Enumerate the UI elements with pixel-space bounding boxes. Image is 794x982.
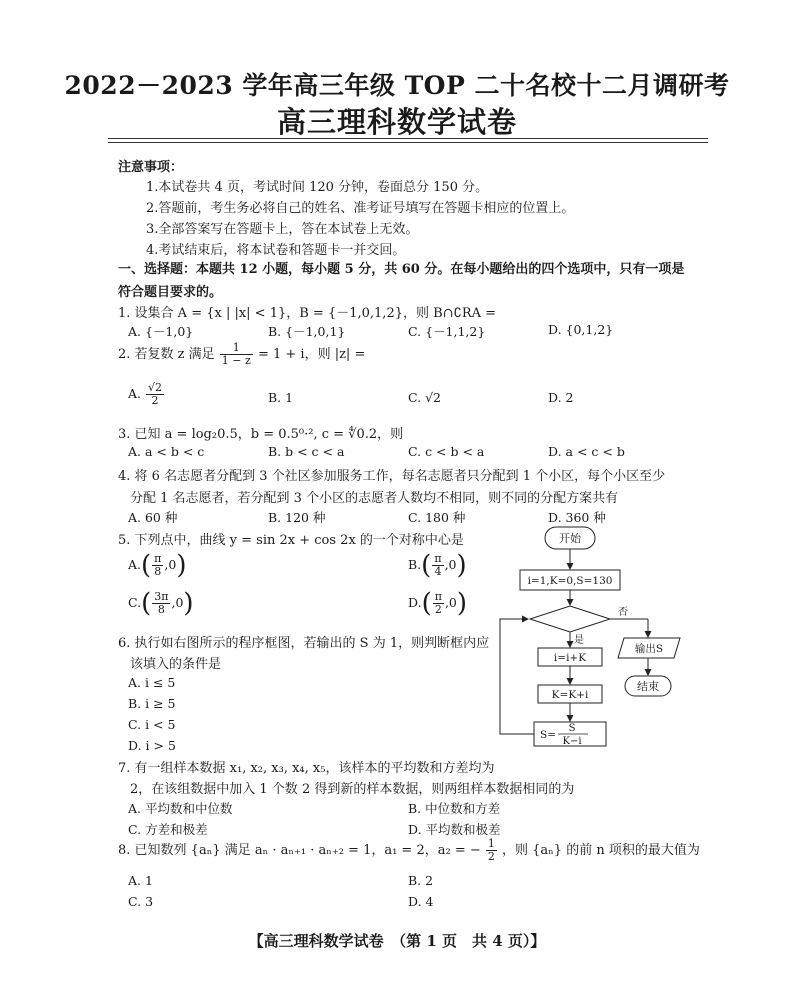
q2-stem-fraction: $\frac{1}{1 - z}$ [221, 341, 251, 367]
q6-option-a: A. i ≤ 5 [128, 675, 176, 690]
q2-stem-post: = 1 + i，则 |z| = [257, 347, 366, 362]
q2-option-b: B. 1 [268, 390, 294, 405]
exam-title-line2: 高三理科数学试卷 [276, 105, 517, 139]
section-heading: 一、选择题：本题共 12 小题，每小题 5 分，共 60 分。在每小题给出的四个选项中，只有一项是符合题目要求的。 [118, 262, 685, 300]
q1-option-a: A. {－1,0} [128, 324, 194, 339]
flow-yes-label: 是 [574, 635, 584, 646]
q8-option-d: D. 4 [408, 894, 434, 909]
notice-heading: 注意事项： [118, 160, 184, 175]
q4-line1: 4. 将 6 名志愿者分配到 3 个社区参加服务工作，每名志愿者只分配到 1 个小区，每个小区至少 [118, 469, 666, 484]
q5-stem: 5. 下列点中，曲线 y = sin 2x + cos 2x 的一个对称中心是 [118, 533, 464, 548]
q1-option-b: B. {－1,0,1} [268, 324, 346, 339]
q2-option-d: D. 2 [548, 390, 574, 405]
notice-item: 3.全部答案写在答题卡上，答在本试卷上无效。 [146, 222, 419, 237]
flowchart [490, 525, 710, 747]
flow-output-label: 输出S [634, 643, 664, 655]
flow-start-label: 开始 [559, 532, 581, 545]
q1-option-d: D. {0,1,2} [548, 322, 614, 337]
flow-step1-label: i=i+K [553, 652, 587, 664]
q6-line2: 该填入的条件是 [130, 657, 222, 672]
q6-option-c: C. i < 5 [128, 717, 176, 732]
q5-option-b: B.( $\frac{\pi}{4}$ ,0) [408, 550, 467, 581]
q7-option-a: A. 平均数和中位数 [128, 801, 233, 816]
q2-option-c: C. √2 [408, 390, 441, 405]
q6-option-d: D. i > 5 [128, 738, 176, 753]
flow-init-label: i=1,K=0,S=130 [527, 575, 613, 587]
flow-end-label: 结束 [637, 680, 659, 693]
q2-stem [118, 342, 365, 367]
q5-option-a: A.( $\frac{\pi}{8}$ ,0) [128, 550, 187, 581]
flow-step3-den: K−i [562, 736, 582, 747]
flow-step3-lhs: S= [540, 729, 556, 741]
q8-option-b: B. 2 [408, 873, 434, 888]
q7-option-d: D. 平均数和极差 [408, 822, 501, 837]
q7-line2: 2，在该组数据中加入 1 个数 2 得到新的样本数据，则两组样本数据相同的为 [130, 782, 575, 797]
q7-line1: 7. 有一组样本数据 x₁, x₂, x₃, x₄, x₅，该样本的平均数和方差均为 [118, 761, 495, 776]
q4-option-a: A. 60 种 [128, 510, 178, 525]
q4-line2: 分配 1 名志愿者，若分配到 3 个小区的志愿者人数均不相同，则不同的分配方案共有 [130, 491, 619, 506]
notice-item: 2.答题前，考生务必将自己的姓名、准考证号填写在答题卡相应的位置上。 [146, 201, 575, 216]
flow-step2-label: K=K+i [551, 689, 589, 701]
q5-option-d: D.( $\frac{\pi}{2}$ ,0) [408, 588, 468, 619]
page-footer: 【高三理科数学试卷 （第 1 页 共 4 页）】 [248, 932, 546, 950]
notice-item: 1.本试卷共 4 页，考试时间 120 分钟，卷面总分 150 分。 [146, 180, 489, 195]
q1-stem: 1. 设集合 A = {x | |x| < 1}，B = {－1,0,1,2}，则 B∩∁RA = [118, 306, 497, 321]
q4-option-b: B. 120 种 [268, 510, 326, 525]
flow-decision-diamond [530, 606, 610, 632]
q3-option-a: A. a < b < c [128, 444, 205, 459]
q8-stem-pre: 8. 已知数列 {aₙ} 满足 aₙ · aₙ₊₁ · aₙ₊₂ = 1，a₁ = 2，a₂ = − [118, 843, 481, 858]
q4-option-c: C. 180 种 [408, 510, 466, 525]
q3-stem: 3. 已知 a = log₂0.5，b = 0.5⁰·², c = ∜0.2，则 [118, 427, 404, 442]
q3-option-c: C. c < b < a [408, 444, 485, 459]
q6-option-b: B. i ≥ 5 [128, 696, 176, 711]
q8-option-a: A. 1 [128, 873, 153, 888]
q8-stem-fraction: $\frac{1}{2}$ [487, 837, 495, 863]
header-rule-top [108, 138, 708, 139]
q3-option-d: D. a < c < b [548, 444, 625, 459]
q7-option-c: C. 方差和极差 [128, 822, 208, 837]
header-rule-bottom [108, 142, 708, 143]
q7-option-b: B. 中位数和方差 [408, 801, 501, 816]
q1-option-c: C. {－1,1,2} [408, 324, 486, 339]
flow-no-label: 否 [618, 607, 628, 618]
q8-option-c: C. 3 [128, 894, 154, 909]
q6-line1: 6. 执行如右图所示的程序框图，若输出的 S 为 1，则判断框内应 [118, 636, 490, 651]
flow-step3-num: S [568, 723, 576, 734]
q8-stem [118, 838, 700, 863]
q4-option-d: D. 360 种 [548, 510, 606, 525]
q2-option-a: A. $\frac{√2}{2}$ [128, 381, 163, 407]
flow-loop-line [500, 619, 534, 734]
q5-option-c: C.( $\frac{3\pi}{8}$ ,0) [128, 588, 194, 619]
q3-option-b: B. b < c < a [268, 444, 345, 459]
exam-title-line1: 2022－2023 学年高三年级 TOP 二十名校十二月调研考 [64, 71, 730, 100]
notice-item: 4.考试结束后，将本试卷和答题卡一并交回。 [146, 243, 406, 258]
q8-stem-post: ，则 {aₙ} 的前 n 项积的最大值为 [502, 843, 700, 858]
q2-stem-pre: 2. 若复数 z 满足 [118, 347, 215, 362]
